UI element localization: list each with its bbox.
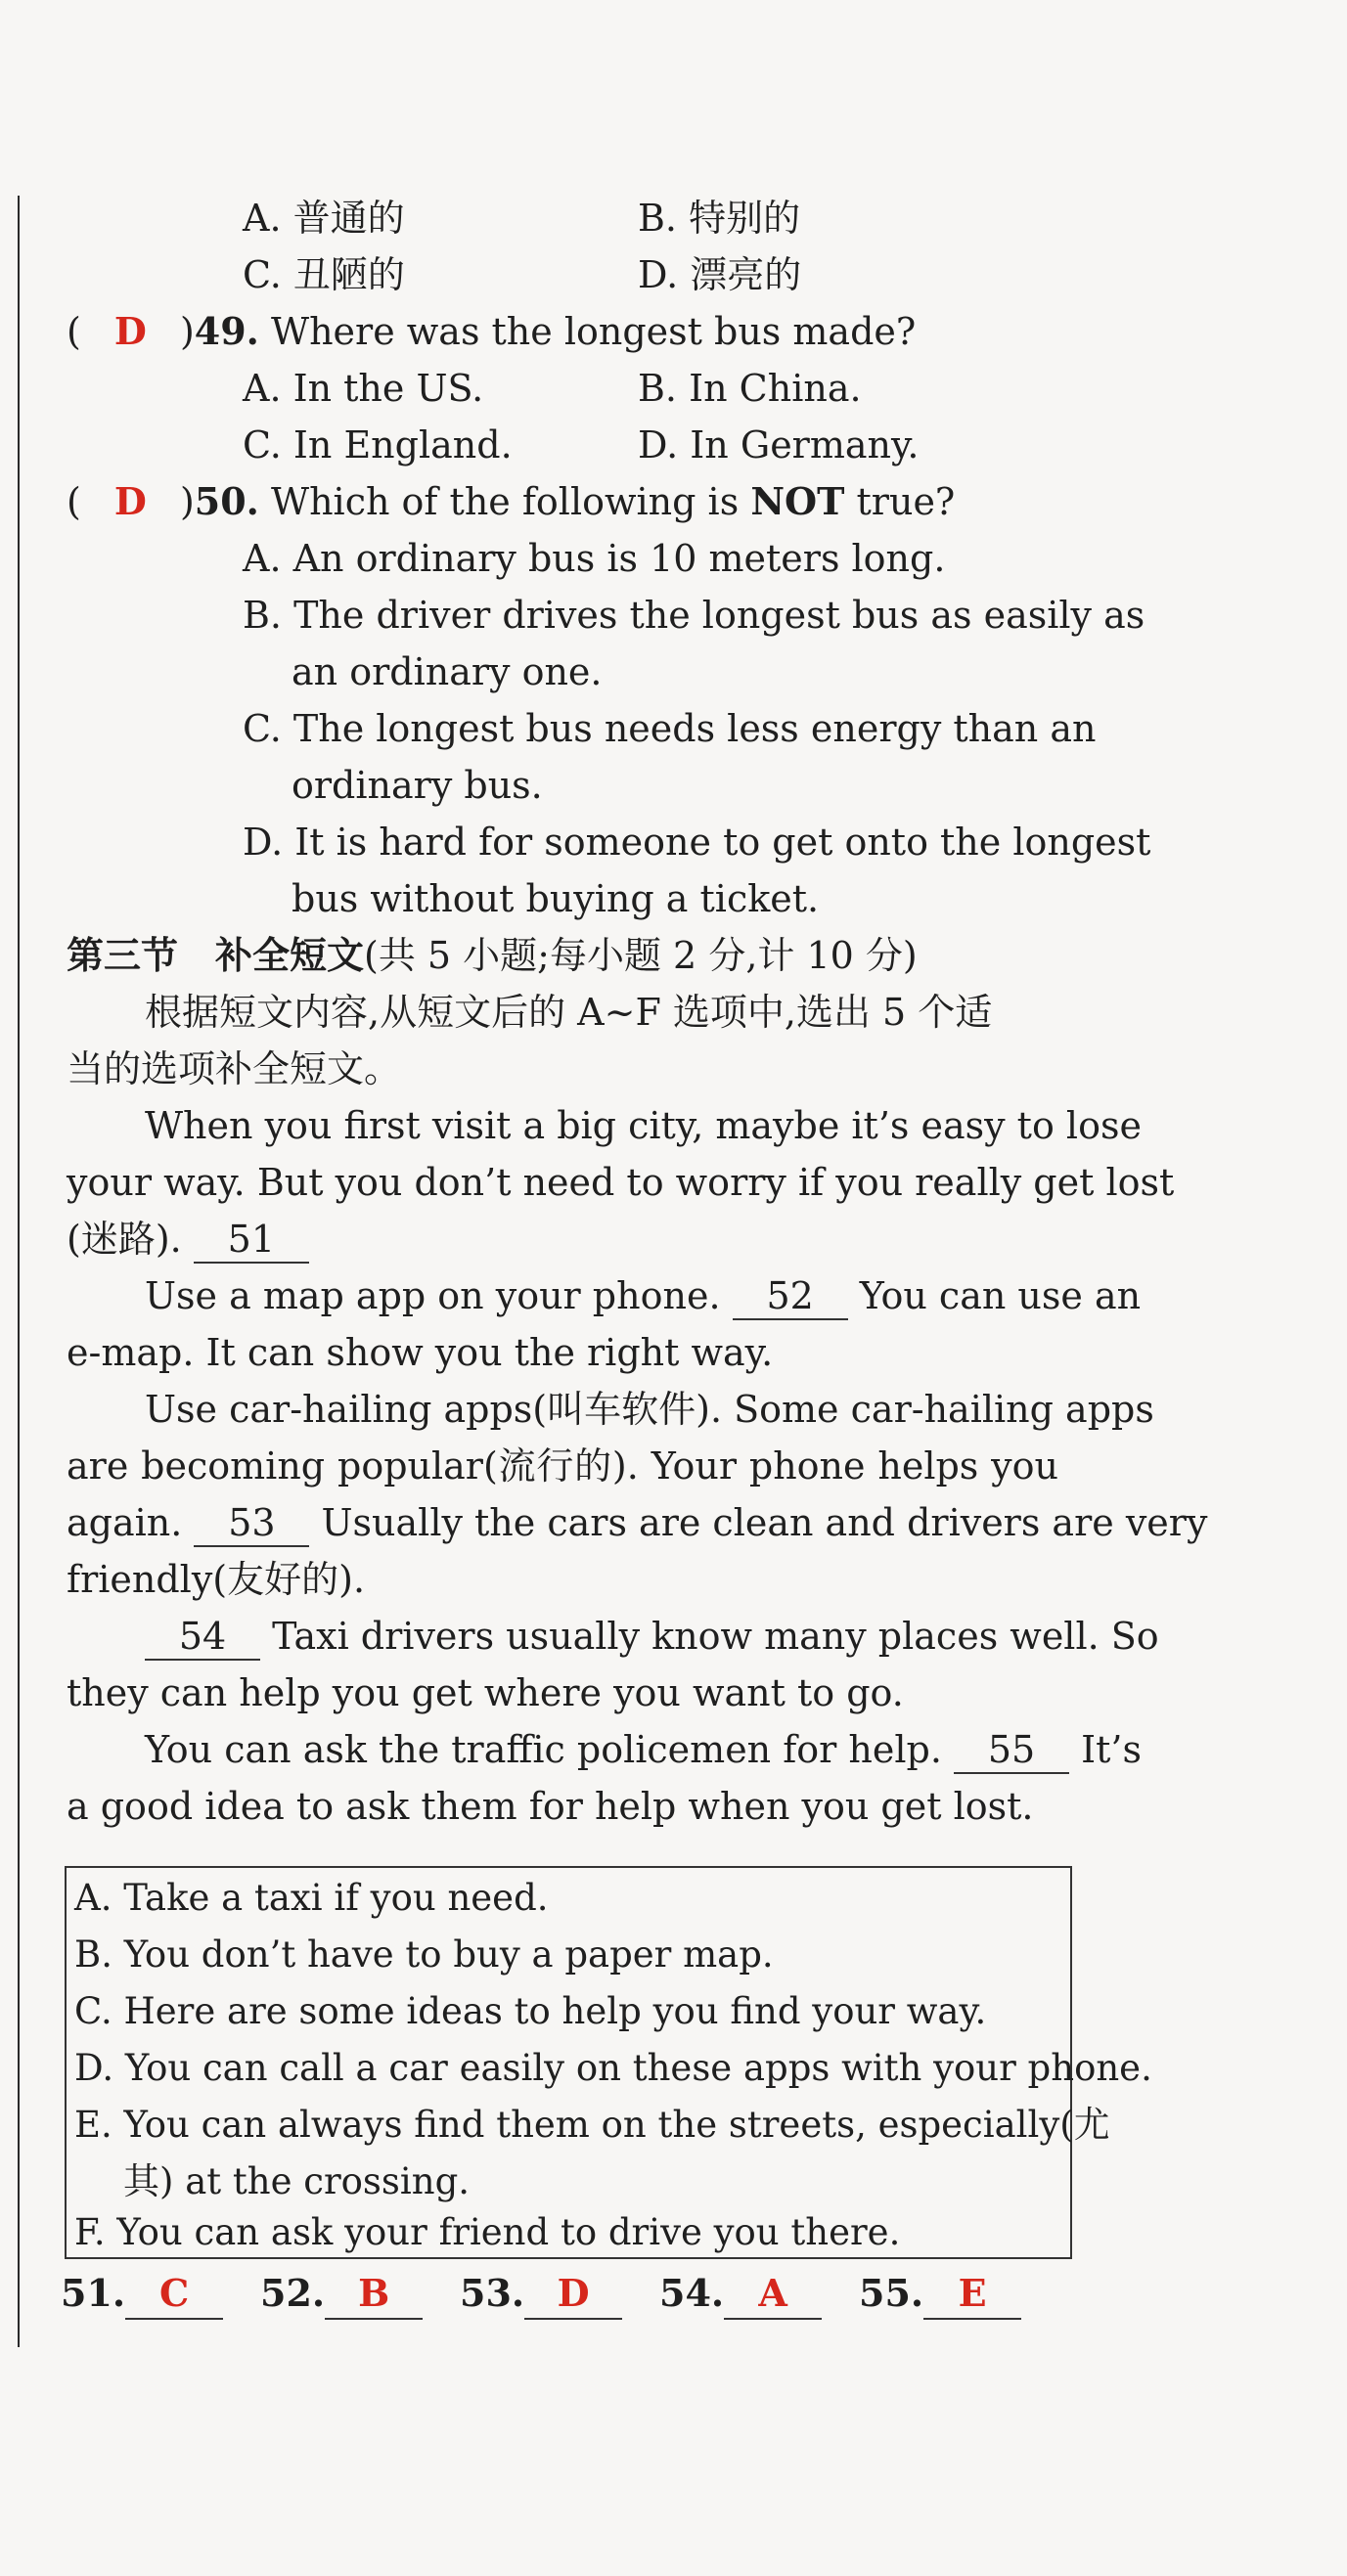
q49-option-c: C. In England. [243,423,513,466]
answer-54-value: A [724,2269,822,2320]
passage-p5-line1 [145,1725,1142,1774]
answer-51-value: C [125,2269,223,2320]
q49-option-d: D. In Germany. [638,423,920,466]
q50-option-c-line1: C. The longest bus needs less energy than an [243,707,1097,750]
q49-question-text: Where was the longest bus made? [271,310,917,353]
option-a: A. Take a taxi if you need. [74,1877,549,1919]
section3-instruction-line2: 当的选项补全短文。 [67,1047,402,1090]
q48-option-a: A. 普通的 [243,197,405,240]
q50-option-d-line1: D. It is hard for someone to get onto the longest [243,821,1151,864]
answer-55 [859,2269,1021,2320]
blank-53: 53 [194,1500,309,1547]
blank-55: 55 [954,1727,1069,1774]
passage-p3-line2: are becoming popular(流行的). Your phone helps you [67,1444,1058,1488]
answer-53-value: D [524,2269,622,2320]
q50-option-d-line2: bus without buying a ticket. [292,877,820,920]
passage-p2-text-a: Use a map app on your phone. [145,1274,721,1317]
q50-option-b-line1: B. The driver drives the longest bus as easily as [243,594,1145,637]
section3-instruction-line1: 根据短文内容,从短文后的 A~F 选项中,选出 5 个适 [145,991,993,1034]
q49-question-line [67,307,916,356]
passage-p3-line3 [67,1498,1207,1547]
q50-question-after: true? [856,480,956,523]
passage-p3-text-a: again. [67,1501,183,1544]
answer-52-value: B [325,2269,423,2320]
option-d: D. You can call a car easily on these apps with your phone. [74,2047,1152,2089]
section3-note: (共 5 小题;每小题 2 分,计 10 分) [364,934,918,977]
q48-option-c: C. 丑陋的 [243,253,405,296]
answer-54 [659,2269,822,2320]
passage-p1-line2: your way. But you don’t need to worry if you really get lost [67,1161,1175,1204]
passage-p3-text-b: Usually the cars are clean and drivers are very [321,1501,1208,1544]
q49-option-a: A. In the US. [243,367,484,410]
q50-paren-close: ) [179,480,195,523]
q49-option-b: B. In China. [638,367,862,410]
option-e-line2: 其) at the crossing. [123,2160,471,2202]
section3-heading [67,931,918,980]
q48-option-b: B. 特别的 [638,197,801,240]
answer-55-number: 55. [859,2271,924,2315]
q50-paren-open: ( [67,480,81,523]
q50-question-not: NOT [750,479,845,523]
answer-55-value: E [923,2269,1021,2320]
option-b: B. You don’t have to buy a paper map. [74,1933,774,1976]
option-f: F. You can ask your friend to drive you there. [74,2211,901,2253]
answer-51-number: 51. [61,2271,126,2315]
passage-p5-text-a: You can ask the traffic policemen for help. [145,1728,942,1771]
q50-number: 50. [194,479,259,523]
passage-p2-line2: e-map. It can show you the right way. [67,1331,774,1374]
passage-p2-text-b: You can use an [859,1274,1142,1317]
blank-52: 52 [733,1273,848,1320]
q49-number: 49. [194,309,259,353]
passage-p3-line1: Use car-hailing apps(叫车软件). Some car-hailing apps [145,1388,1154,1431]
passage-p5-text-b: It’s [1081,1728,1143,1771]
passage-p3-line4: friendly(友好的). [67,1558,366,1601]
q49-answer: D [113,309,147,353]
passage-p4-line2: they can help you get where you want to go. [67,1671,904,1714]
passage-p2-line1 [145,1271,1141,1320]
answer-53 [460,2269,622,2320]
answer-51 [61,2269,223,2320]
blank-54: 54 [145,1614,260,1661]
passage-p4-line1 [145,1612,1159,1661]
answer-52-number: 52. [260,2271,326,2315]
q49-paren-open: ( [67,310,81,353]
options-box [65,1866,1152,2259]
answer-52 [260,2269,423,2320]
section3-title: 第三节 补全短文 [67,934,365,977]
q50-question-line [67,477,955,526]
passage-p1-line3 [67,1215,309,1264]
option-e-line1: E. You can always find them on the streets, especially(尤 [74,2104,1110,2146]
blank-51: 51 [194,1217,309,1264]
q50-answer: D [113,479,147,523]
margin-rule [18,196,20,2347]
q50-option-a: A. An ordinary bus is 10 meters long. [243,537,946,580]
answer-53-number: 53. [460,2271,525,2315]
passage-p1-line1: When you first visit a big city, maybe it’s easy to lose [145,1104,1142,1147]
passage-p4-text-b: Taxi drivers usually know many places well. So [272,1615,1159,1658]
passage-p1-line3-text: (迷路). [67,1218,182,1261]
q49-paren-close: ) [179,310,195,353]
answer-54-number: 54. [659,2271,725,2315]
passage-p5-line2: a good idea to ask them for help when you get lost. [67,1785,1034,1828]
q48-option-d: D. 漂亮的 [638,253,802,296]
q50-option-b-line2: an ordinary one. [292,650,603,693]
q50-question-before: Which of the following is [271,480,740,523]
option-c: C. Here are some ideas to help you find your way. [74,1990,987,2032]
q50-option-c-line2: ordinary bus. [292,764,543,807]
